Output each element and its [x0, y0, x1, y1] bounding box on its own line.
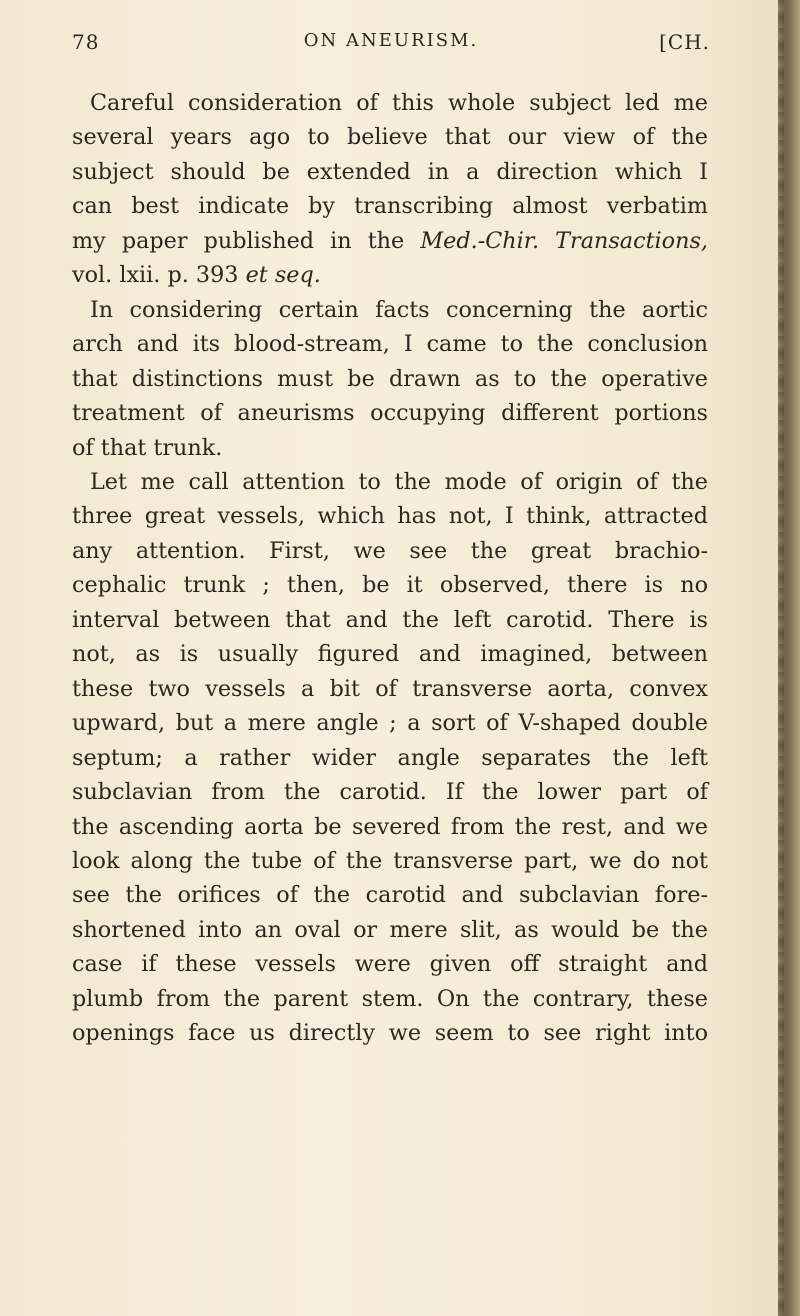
journal-title: Med.-Chir. Transactions, [420, 227, 708, 254]
text-line: look along the tube of the transverse part, we do not [72, 847, 708, 874]
paragraph [72, 86, 708, 293]
text-line: Let me call attention to the mode of origin of the [90, 468, 708, 495]
text-line: plumb from the parent stem. On the contrary, these [72, 985, 708, 1012]
text-line: Careful consideration of this whole subject led me [90, 90, 708, 116]
running-title: ON ANEURISM. [303, 30, 479, 51]
text-line: three great vessels, which has not, I think, attracted [72, 503, 708, 530]
text-run: vol. lxii. p. 393 [72, 262, 246, 289]
text-line: the ascending aorta be severed from the rest, and we [72, 813, 708, 840]
text-line: In considering certain facts concerning the aortic [90, 296, 708, 323]
text-line: that distinctions must be drawn as to the operative [72, 365, 708, 392]
chapter-mark: [CH. [659, 30, 710, 54]
text-line: subclavian from the carotid. If the lower part of [72, 779, 708, 806]
text-line [72, 224, 708, 258]
text-line: case if these vessels were given off straight and [72, 951, 708, 978]
et-seq: et seq. [245, 262, 321, 289]
text-line: not, as is usually figured and imagined, between [72, 641, 708, 668]
text-line: these two vessels a bit of transverse aorta, convex [72, 675, 708, 702]
running-head [72, 30, 710, 60]
text-line: septum; a rather wider angle separates the left [72, 744, 708, 771]
text-line: of that trunk. [72, 434, 223, 461]
text-run: my paper published in the [72, 227, 421, 254]
text-line: interval between that and the left carotid. There is [72, 606, 708, 633]
text-line [72, 258, 708, 292]
text-line: can best indicate by transcribing almost verbatim [72, 193, 708, 220]
text-line: cephalic trunk ; then, be it observed, there is no [72, 572, 708, 599]
page-number: 78 [72, 30, 100, 54]
text-line: see the orifices of the carotid and subclavian fore- [72, 882, 708, 909]
text-line: openings face us directly we seem to see right into [72, 1020, 708, 1047]
paragraph [72, 293, 708, 465]
text-line: subject should be extended in a direction which I [72, 158, 708, 185]
paragraph [72, 465, 708, 1051]
text-line: any attention. First, we see the great brachio- [72, 537, 708, 564]
text-line: upward, but a mere angle ; a sort of V-shaped double [72, 710, 708, 737]
text-line: treatment of aneurisms occupying different portions [72, 400, 708, 427]
page-edge-shadow [778, 0, 800, 1316]
text-line: several years ago to believe that our view of the [72, 124, 708, 151]
body-text [72, 86, 708, 1051]
text-line: arch and its blood-stream, I came to the conclusion [72, 331, 708, 358]
text-line: shortened into an oval or mere slit, as would be the [72, 916, 708, 943]
